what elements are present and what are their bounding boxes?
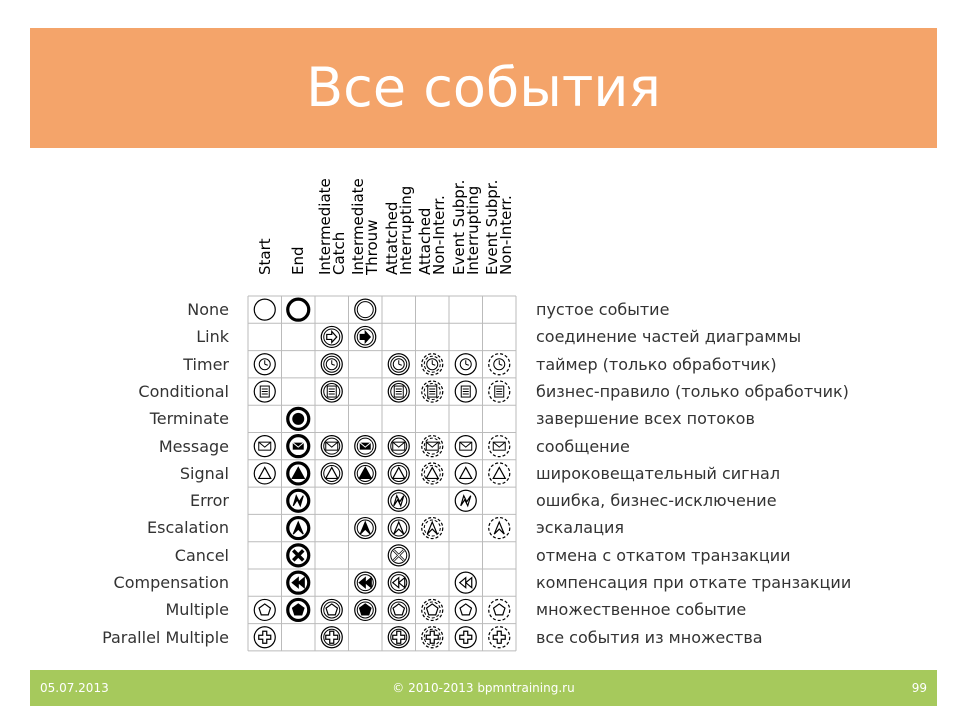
column-header-line: Non-Interr. (497, 195, 516, 275)
column-header-line: Attached (416, 207, 435, 275)
event-symbol (288, 299, 309, 320)
event-symbol (388, 599, 409, 620)
row-label: Escalation (147, 518, 229, 538)
row-description: широковещательный сигнал (536, 463, 781, 483)
event-symbol (388, 572, 409, 593)
event-symbol (321, 436, 342, 457)
event-symbol (489, 381, 510, 402)
event-symbol (388, 381, 409, 402)
event-symbol (288, 463, 309, 484)
event-symbol (455, 354, 476, 375)
event-symbol (355, 463, 376, 484)
event-symbol (388, 463, 409, 484)
row-description: таймер (только обработчик) (536, 354, 777, 374)
event-symbol (288, 436, 309, 457)
row-description: отмена с откатом транзакции (536, 545, 791, 565)
event-symbol (355, 299, 376, 320)
row-label: Link (196, 327, 229, 347)
event-symbol (288, 518, 309, 539)
event-symbol (455, 463, 476, 484)
event-symbol (489, 518, 510, 539)
event-symbol (254, 381, 275, 402)
column-header-line: Intermediate (349, 178, 368, 275)
event-symbol (254, 436, 275, 457)
event-symbol (455, 490, 476, 511)
event-symbol (355, 326, 376, 347)
row-description: завершение всех потоков (536, 409, 755, 429)
event-symbol (355, 572, 376, 593)
event-symbol (288, 545, 309, 566)
column-header-line: Attatched (382, 201, 401, 275)
row-description: все события из множества (536, 627, 763, 647)
event-symbol (388, 518, 409, 539)
event-symbol (388, 436, 409, 457)
row-label: Message (158, 436, 229, 456)
event-symbol (321, 326, 342, 347)
event-symbol (388, 627, 409, 648)
event-symbol (489, 627, 510, 648)
column-header-line: Interrupting (396, 185, 415, 275)
row-label: Terminate (149, 409, 229, 429)
row-description: ошибка, бизнес-исключение (536, 491, 777, 511)
event-symbol (355, 518, 376, 539)
row-description: компенсация при откате транзакции (536, 573, 852, 592)
event-symbol (422, 518, 443, 539)
column-header-line: Event Subpr. (449, 179, 468, 275)
event-symbol (321, 381, 342, 402)
column-header-line: Start (255, 238, 274, 275)
event-symbol (254, 599, 275, 620)
row-label: Parallel Multiple (102, 627, 229, 647)
event-symbol (422, 463, 443, 484)
row-description: сообщение (536, 436, 630, 456)
event-symbol (388, 490, 409, 511)
row-label: Conditional (138, 381, 229, 401)
event-symbol (355, 599, 376, 620)
row-label: None (187, 300, 229, 319)
row-label: Cancel (174, 545, 229, 565)
column-header-line: End (289, 246, 308, 275)
footer (30, 670, 937, 706)
row-label: Compensation (113, 573, 229, 592)
event-symbol (254, 354, 275, 375)
event-symbol (489, 436, 510, 457)
event-symbol (321, 599, 342, 620)
event-symbol (422, 436, 443, 457)
event-symbol (455, 381, 476, 402)
event-symbol (288, 408, 309, 429)
column-header-line: Event Subpr. (483, 179, 502, 275)
event-symbol (321, 627, 342, 648)
event-symbol (489, 463, 510, 484)
event-symbol (321, 463, 342, 484)
column-header-line: Intermediate (315, 178, 334, 275)
event-symbol (388, 545, 409, 566)
event-symbol (489, 354, 510, 375)
event-symbol (254, 463, 275, 484)
event-symbol (422, 381, 443, 402)
row-label: Error (190, 491, 229, 511)
column-header-line: Non-Interr. (430, 195, 449, 275)
event-symbol (455, 627, 476, 648)
event-symbol (455, 599, 476, 620)
footer-date: 05.07.2013 (40, 681, 109, 695)
event-symbol (455, 572, 476, 593)
row-label: Timer (183, 354, 229, 374)
event-symbol (355, 436, 376, 457)
event-symbol (254, 299, 275, 320)
event-symbol (489, 599, 510, 620)
event-symbol (254, 627, 275, 648)
row-label: Signal (179, 463, 229, 483)
event-symbol (422, 599, 443, 620)
event-symbol (321, 354, 342, 375)
column-header-line: Catch (329, 231, 348, 275)
footer-copyright: © 2010-2013 bpmntraining.ru (392, 681, 575, 695)
row-description: пустое событие (536, 300, 670, 319)
event-symbol (288, 572, 309, 593)
column-header-line: Interrupting (463, 185, 482, 275)
row-label: Multiple (165, 600, 229, 620)
row-description: множественное событие (536, 600, 747, 620)
event-symbol (288, 490, 309, 511)
column-header-line: Throuw (363, 219, 382, 275)
row-description: соединение частей диаграммы (536, 327, 802, 347)
event-symbol (288, 599, 309, 620)
event-symbol (422, 354, 443, 375)
event-symbol (455, 436, 476, 457)
row-description: эскалация (536, 518, 624, 538)
event-symbol (388, 354, 409, 375)
event-symbol (422, 627, 443, 648)
slide-title: Все события (306, 56, 661, 119)
footer-page-number: 99 (911, 681, 927, 695)
row-description: бизнес-правило (только обработчик) (536, 381, 849, 401)
